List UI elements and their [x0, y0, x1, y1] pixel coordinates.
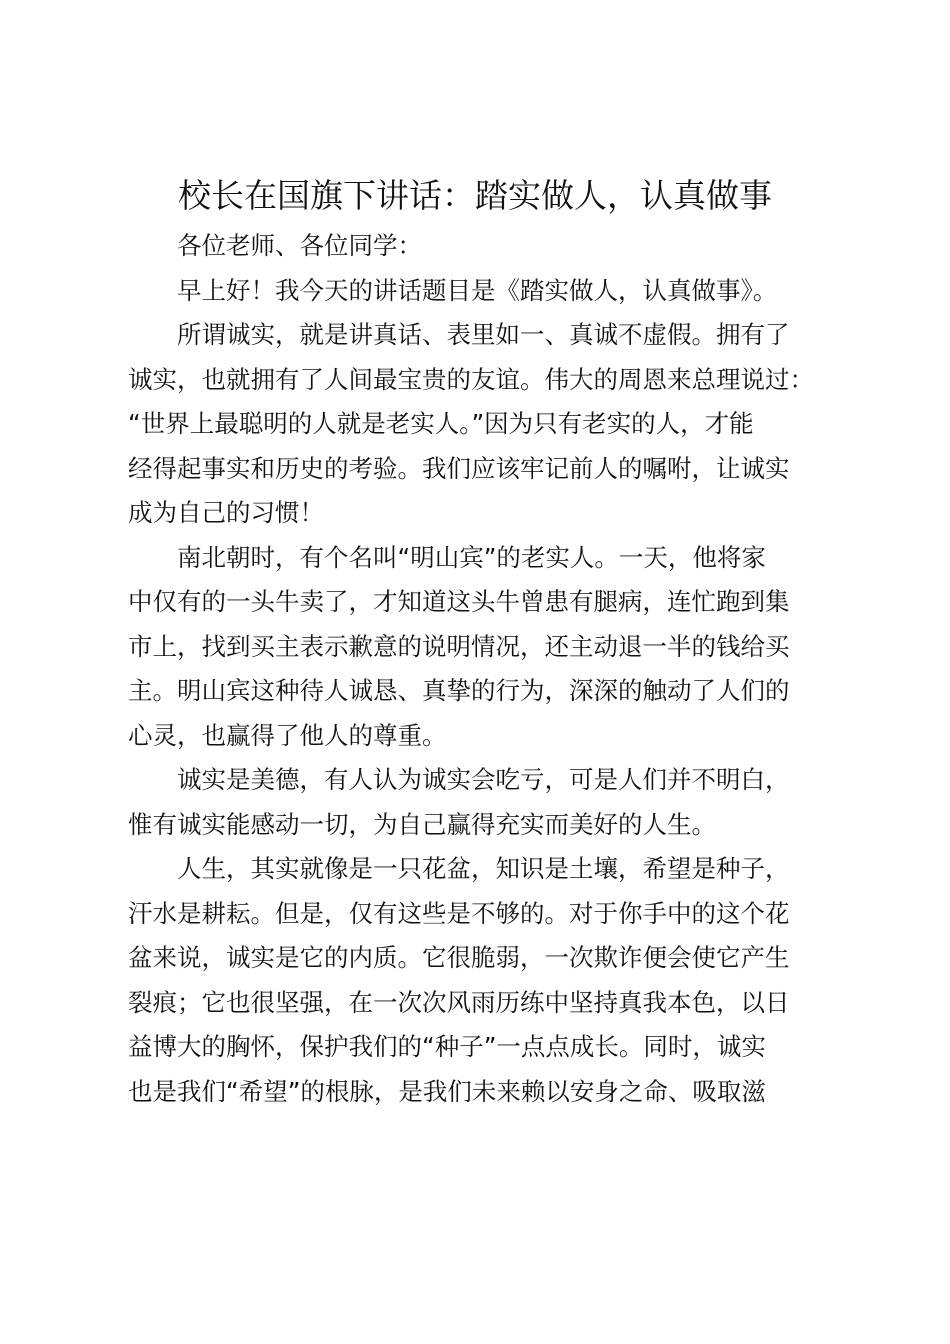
- text-line: 心灵，也赢得了他人的尊重。: [128, 721, 447, 750]
- text-line: 诚实，也就拥有了人间最宝贵的友谊。伟大的周恩来总理说过：: [128, 365, 814, 394]
- text-line: 早上好！我今天的讲话题目是《踏实做人，认真做事》。: [177, 276, 778, 305]
- text-line: 所谓诚实，就是讲真话、表里如一、真诚不虚假。拥有了: [177, 320, 790, 349]
- text-line: 各位老师、各位同学：: [177, 231, 422, 260]
- text-line: 益博大的胸怀，保护我们的“种子”一点点成长。同时，诚实: [128, 1032, 766, 1061]
- text-line: 经得起事实和历史的考验。我们应该牢记前人的嘱咐，让诚实: [128, 454, 790, 483]
- text-line: 裂痕；它也很坚强，在一次次风雨历练中坚持真我本色，以日: [128, 988, 790, 1017]
- text-line: 市上，找到买主表示歉意的说明情况，还主动退一半的钱给买: [128, 632, 790, 661]
- text-line: 汗水是耕耘。但是，仅有这些是不够的。对于你手中的这个花: [128, 899, 790, 928]
- text-line: 成为自己的习惯！: [128, 498, 324, 527]
- text-line: 南北朝时，有个名叫“明山宾”的老实人。一天，他将家: [177, 543, 766, 572]
- text-line: 惟有诚实能感动一切，为自己赢得充实而美好的人生。: [128, 810, 716, 839]
- text-line: 中仅有的一头牛卖了，才知道这头牛曾患有腿病，连忙跑到集: [128, 587, 790, 616]
- text-line: 人生，其实就像是一只花盆，知识是土壤，希望是种子，: [177, 854, 790, 883]
- text-line: 盆来说，诚实是它的内质。它很脆弱，一次欺诈便会使它产生: [128, 943, 790, 972]
- text-line: 诚实是美德，有人认为诚实会吃亏，可是人们并不明白，: [177, 765, 790, 794]
- text-line: 主。明山宾这种待人诚恳、真挚的行为，深深的触动了人们的: [128, 676, 790, 705]
- text-line: “世界上最聪明的人就是老实人。”因为只有老实的人，才能: [128, 409, 754, 438]
- document-title: 校长在国旗下讲话：踏实做人，认真做事: [178, 176, 772, 215]
- text-line: 也是我们“希望”的根脉，是我们未来赖以安身之命、吸取滋: [128, 1077, 766, 1106]
